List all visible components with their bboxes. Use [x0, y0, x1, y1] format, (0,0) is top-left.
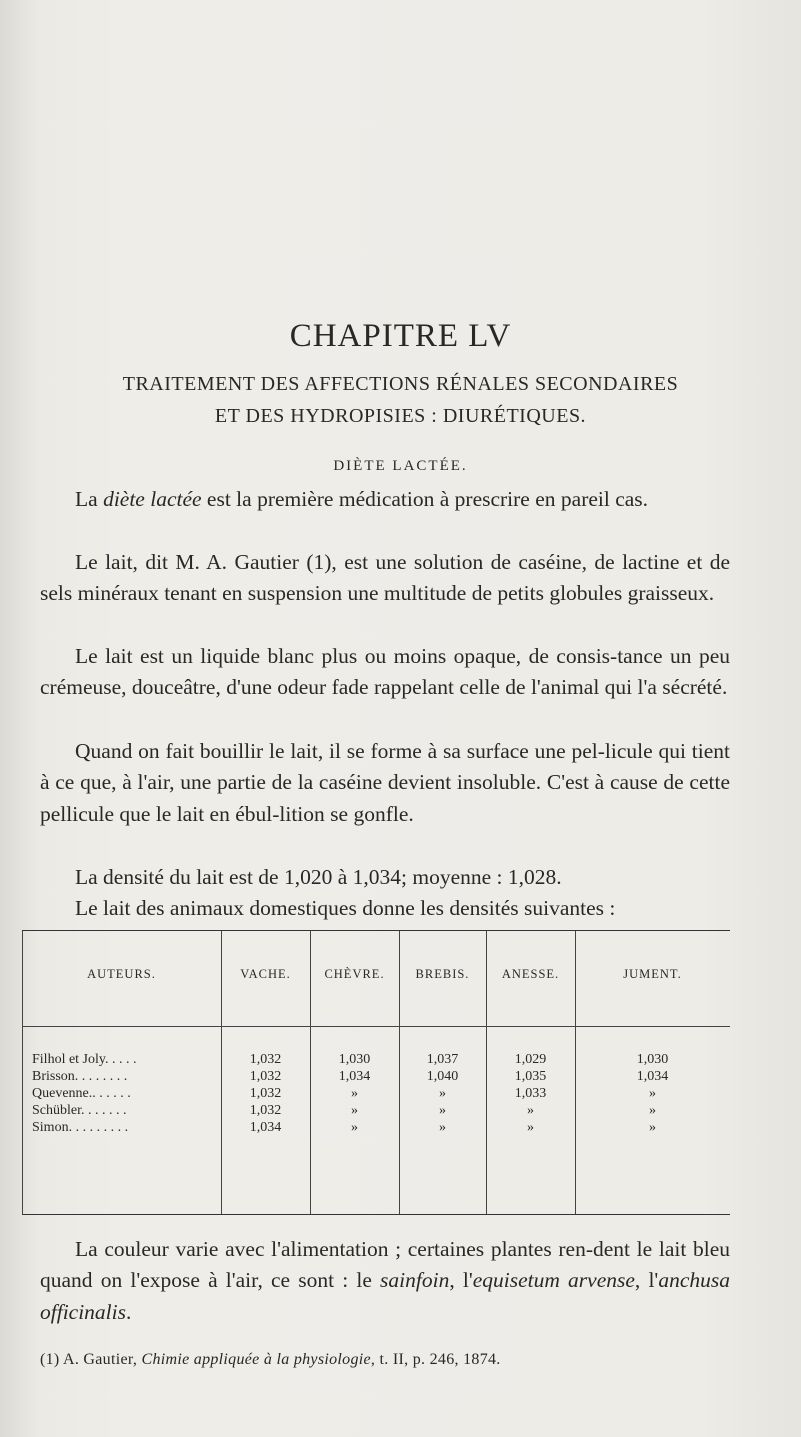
value-cell: 1,032 — [249, 1052, 282, 1067]
value-cell: 1,032 — [249, 1086, 282, 1101]
paragraph-2: Le lait, dit M. A. Gautier (1), est une solution de caséine, de lactine et de sels minéraux tenant en suspension une multitude de petits globules graisseux. — [40, 550, 730, 606]
value-cell: 1,034 — [249, 1120, 282, 1135]
emphasis-anchusa: anchusa officinalis — [40, 1268, 730, 1324]
jument-column — [575, 1051, 730, 1136]
header-jument: JUMENT. — [623, 967, 682, 981]
value-cell: 1,032 — [249, 1103, 282, 1118]
chapter-subtitle-line2: ET DES HYDROPISIES : DIURÉTIQUES. — [214, 405, 587, 427]
value-cell: » — [351, 1086, 358, 1101]
value-cell: 1,040 — [426, 1069, 459, 1084]
anesse-column — [486, 1051, 575, 1136]
author-cell: Quevenne.. . . . . . — [32, 1086, 131, 1101]
author-cell: Filhol et Joly. . . . . — [32, 1052, 137, 1067]
vache-column — [221, 1051, 310, 1136]
header-vache: VACHE. — [240, 967, 291, 981]
value-cell: » — [439, 1103, 446, 1118]
chapter-title: CHAPITRE LV — [289, 318, 512, 354]
paragraph-4: Quand on fait bouillir le lait, il se forme à sa surface une pel-licule qui tient à ce que, à l'air, une partie de la caséine devient insoluble. C'est à cause de cette pellicule que le lait en ébul-lition se gonfle. — [40, 739, 730, 826]
emphasis-diete-lactee: diète lactée — [103, 487, 202, 511]
chevre-column — [310, 1051, 399, 1136]
footnote-book-title: Chimie appliquée à la physiologie — [141, 1351, 371, 1368]
value-cell: » — [527, 1120, 534, 1135]
table-header-rule — [22, 1026, 730, 1027]
value-cell: 1,030 — [636, 1052, 669, 1067]
value-cell: 1,035 — [514, 1069, 547, 1084]
emphasis-sainfoin: sainfoin — [380, 1268, 450, 1293]
value-cell: 1,030 — [338, 1052, 371, 1067]
value-cell: » — [649, 1103, 656, 1118]
value-cell: 1,029 — [514, 1052, 547, 1067]
author-cell: Brisson. . . . . . . . — [32, 1069, 128, 1084]
value-cell: 1,032 — [249, 1069, 282, 1084]
emphasis-equisetum: equisetum arvense — [472, 1268, 635, 1293]
value-cell: » — [649, 1086, 656, 1101]
paragraph-3: Le lait est un liquide blanc plus ou moins opaque, de consis-tance un peu crémeuse, douceâtre, d'une odeur fade rappelant celle de l'animal qui l'a sécrété. — [40, 644, 730, 700]
value-cell: » — [439, 1120, 446, 1135]
chapter-subtitle-line1: TRAITEMENT DES AFFECTIONS RÉNALES SECONDAIRES — [122, 373, 679, 395]
section-title: DIÈTE LACTÉE. — [333, 458, 468, 474]
author-cell: Simon. . . . . . . . . — [32, 1120, 129, 1135]
authors-column — [32, 1051, 217, 1136]
value-cell: » — [351, 1103, 358, 1118]
value-cell: 1,033 — [514, 1086, 547, 1101]
value-cell: 1,034 — [636, 1069, 669, 1084]
value-cell: » — [439, 1086, 446, 1101]
paragraph-7: La couleur varie avec l'alimentation ; certaines plantes ren-dent le lait bleu quand on l'expose à l'air, ce sont : le sainfoin, l'equisetum arvense, l'anchusa officinalis. — [40, 1237, 730, 1324]
paragraph-1: La diète lactée est la première médication à prescrire en pareil cas. — [75, 487, 649, 511]
value-cell: 1,037 — [426, 1052, 459, 1067]
paragraph-6: Le lait des animaux domestiques donne les densités suivantes : — [75, 896, 616, 920]
header-chevre: CHÈVRE. — [324, 967, 385, 981]
brebis-column — [399, 1051, 486, 1136]
paragraph-5: La densité du lait est de 1,020 à 1,034; moyenne : 1,028. — [75, 865, 562, 889]
value-cell: » — [351, 1120, 358, 1135]
value-cell: 1,034 — [338, 1069, 371, 1084]
value-cell: » — [527, 1103, 534, 1118]
density-table — [22, 930, 730, 1215]
author-cell: Schübler. . . . . . . — [32, 1103, 127, 1118]
footnote: (1) A. Gautier, Chimie appliquée à la physiologie, t. II, p. 246, 1874. — [40, 1351, 501, 1368]
header-auteurs: AUTEURS. — [87, 967, 156, 981]
header-anesse: ANESSE. — [501, 967, 560, 981]
header-brebis: BREBIS. — [415, 967, 470, 981]
value-cell: » — [649, 1120, 656, 1135]
